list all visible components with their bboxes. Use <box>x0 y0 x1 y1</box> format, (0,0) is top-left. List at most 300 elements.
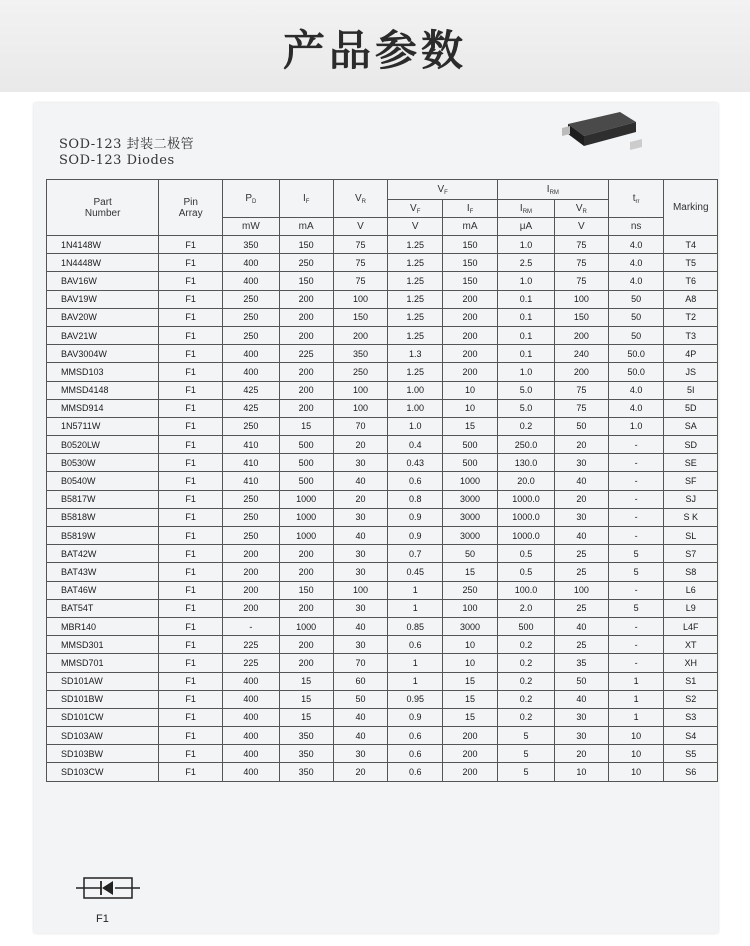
unit-cell: mA <box>443 218 498 236</box>
table-cell: 200 <box>279 599 333 617</box>
table-row <box>47 290 718 308</box>
table-cell: 25 <box>555 545 609 563</box>
part-number-cell: 1N5711W <box>47 417 159 435</box>
table-cell: 200 <box>279 636 333 654</box>
table-cell: 5.0 <box>497 381 554 399</box>
table-cell: - <box>223 617 280 635</box>
table-row <box>47 654 718 672</box>
table-cell: 350 <box>223 236 280 254</box>
table-cell: XH <box>664 654 718 672</box>
table-cell: T2 <box>664 308 718 326</box>
table-cell: 4P <box>664 345 718 363</box>
table-cell: 1 <box>388 654 443 672</box>
table-cell: 70 <box>333 654 388 672</box>
table-cell: F1 <box>159 290 223 308</box>
table-cell: 200 <box>443 763 498 781</box>
table-cell: 200 <box>443 745 498 763</box>
table-cell: 15 <box>279 690 333 708</box>
table-cell: 70 <box>333 417 388 435</box>
table-cell: 400 <box>223 763 280 781</box>
table-cell: 25 <box>555 599 609 617</box>
table-cell: 200 <box>443 363 498 381</box>
table-cell: 5I <box>664 381 718 399</box>
table-cell: 10 <box>608 745 664 763</box>
table-cell: 10 <box>443 654 498 672</box>
table-cell: 425 <box>223 399 280 417</box>
table-row <box>47 436 718 454</box>
table-cell: 4.0 <box>608 254 664 272</box>
table-cell: 1 <box>608 690 664 708</box>
part-number-cell: B0540W <box>47 472 159 490</box>
table-cell: F1 <box>159 563 223 581</box>
table-cell: 350 <box>333 345 388 363</box>
table-cell: 20 <box>555 490 609 508</box>
table-row <box>47 272 718 290</box>
table-cell: F1 <box>159 727 223 745</box>
table-cell: 500 <box>443 454 498 472</box>
part-number-cell: MMSD4148 <box>47 381 159 399</box>
table-cell: 20 <box>555 745 609 763</box>
part-number-cell: B5817W <box>47 490 159 508</box>
unit-cell: mW <box>223 218 280 236</box>
table-cell: 35 <box>555 654 609 672</box>
table-cell: 1.0 <box>497 272 554 290</box>
table-cell: 200 <box>223 599 280 617</box>
table-cell: F1 <box>159 745 223 763</box>
table-cell: 1.3 <box>388 345 443 363</box>
table-cell: 40 <box>333 708 388 726</box>
table-cell: 10 <box>443 636 498 654</box>
table-cell: F1 <box>159 599 223 617</box>
table-cell: 225 <box>279 345 333 363</box>
heading-chinese: SOD-123 封装二极管 <box>59 137 195 152</box>
table-cell: 425 <box>223 381 280 399</box>
table-cell: 75 <box>333 272 388 290</box>
table-cell: 500 <box>443 436 498 454</box>
table-cell: 1 <box>388 672 443 690</box>
table-cell: S1 <box>664 672 718 690</box>
table-cell: 10 <box>555 763 609 781</box>
table-cell: 40 <box>333 527 388 545</box>
table-cell: 4.0 <box>608 236 664 254</box>
table-cell: 15 <box>443 708 498 726</box>
table-cell: 200 <box>443 290 498 308</box>
table-cell: 0.45 <box>388 563 443 581</box>
datasheet-page <box>34 103 718 933</box>
table-cell: 200 <box>223 545 280 563</box>
table-cell: F1 <box>159 672 223 690</box>
table-cell: 20 <box>555 436 609 454</box>
table-row <box>47 345 718 363</box>
table-cell: 5 <box>497 745 554 763</box>
table-cell: 1.25 <box>388 308 443 326</box>
header-vr: $V_R$ <box>333 180 388 218</box>
table-cell: 40 <box>333 617 388 635</box>
table-cell: 0.2 <box>497 417 554 435</box>
table-cell: 250 <box>223 508 280 526</box>
table-cell: F1 <box>159 527 223 545</box>
table-cell: 150 <box>279 581 333 599</box>
heading-english: SOD-123 Diodes <box>59 153 175 168</box>
table-cell: SE <box>664 454 718 472</box>
table-cell: 5 <box>497 763 554 781</box>
unit-cell: mA <box>279 218 333 236</box>
table-row <box>47 545 718 563</box>
table-cell: 100 <box>333 381 388 399</box>
table-cell: SJ <box>664 490 718 508</box>
table-cell: 0.6 <box>388 636 443 654</box>
table-cell: 3000 <box>443 527 498 545</box>
table-cell: 350 <box>279 763 333 781</box>
table-cell: 4.0 <box>608 399 664 417</box>
symbol-label: F1 <box>96 913 109 925</box>
table-cell: 400 <box>223 254 280 272</box>
table-cell: 30 <box>333 563 388 581</box>
table-row <box>47 599 718 617</box>
table-cell: 100 <box>333 399 388 417</box>
table-cell: 40 <box>333 472 388 490</box>
part-number-cell: MMSD701 <box>47 654 159 672</box>
table-cell: 3000 <box>443 617 498 635</box>
table-cell: 75 <box>333 236 388 254</box>
table-cell: 30 <box>333 508 388 526</box>
table-cell: 0.7 <box>388 545 443 563</box>
header-irm-group: $I_{RM}$ <box>497 180 608 200</box>
header-irm-v: $V_R$ <box>555 200 609 218</box>
table-cell: 15 <box>279 672 333 690</box>
table-row <box>47 381 718 399</box>
table-cell: 30 <box>555 454 609 472</box>
table-cell: 0.4 <box>388 436 443 454</box>
table-cell: 500 <box>279 454 333 472</box>
table-cell: 250 <box>223 490 280 508</box>
table-cell: 40 <box>555 472 609 490</box>
table-cell: SL <box>664 527 718 545</box>
table-cell: 400 <box>223 345 280 363</box>
table-cell: 25 <box>555 636 609 654</box>
table-cell: 50 <box>555 417 609 435</box>
table-cell: 0.5 <box>497 545 554 563</box>
part-number-cell: SD103AW <box>47 727 159 745</box>
table-cell: 30 <box>333 636 388 654</box>
table-cell: 15 <box>443 672 498 690</box>
table-cell: 410 <box>223 472 280 490</box>
table-cell: 30 <box>555 508 609 526</box>
table-cell: 2.0 <box>497 599 554 617</box>
table-cell: F1 <box>159 436 223 454</box>
table-cell: - <box>608 581 664 599</box>
table-row <box>47 617 718 635</box>
table-body <box>47 236 718 782</box>
table-cell: 20 <box>333 436 388 454</box>
part-number-cell: SD103CW <box>47 763 159 781</box>
table-cell: 200 <box>279 326 333 344</box>
unit-cell: ns <box>608 218 664 236</box>
table-cell: 75 <box>555 399 609 417</box>
part-number-cell: BAT46W <box>47 581 159 599</box>
table-row <box>47 636 718 654</box>
table-cell: 200 <box>279 290 333 308</box>
table-cell: 1.25 <box>388 236 443 254</box>
table-row <box>47 690 718 708</box>
table-cell: S8 <box>664 563 718 581</box>
table-row <box>47 527 718 545</box>
table-cell: 0.9 <box>388 708 443 726</box>
table-cell: 200 <box>279 399 333 417</box>
part-number-cell: BAT42W <box>47 545 159 563</box>
table-cell: JS <box>664 363 718 381</box>
table-cell: 15 <box>443 690 498 708</box>
part-number-cell: SD101CW <box>47 708 159 726</box>
table-cell: 250 <box>333 363 388 381</box>
header-trr: $t_{rr}$ <box>608 180 664 218</box>
part-number-cell: BAV3004W <box>47 345 159 363</box>
table-cell: 350 <box>279 745 333 763</box>
table-cell: 0.6 <box>388 727 443 745</box>
table-cell: - <box>608 654 664 672</box>
table-cell: 5.0 <box>497 399 554 417</box>
table-cell: 50.0 <box>608 363 664 381</box>
part-number-cell: SD101AW <box>47 672 159 690</box>
table-cell: 0.43 <box>388 454 443 472</box>
table-cell: 50 <box>555 672 609 690</box>
header-irm-i: $I_{RM}$ <box>497 200 554 218</box>
table-cell: 2.5 <box>497 254 554 272</box>
table-cell: 25 <box>555 563 609 581</box>
table-cell: 150 <box>555 308 609 326</box>
table-cell: T5 <box>664 254 718 272</box>
table-cell: 100 <box>333 290 388 308</box>
table-cell: 1.25 <box>388 290 443 308</box>
table-cell: 150 <box>443 254 498 272</box>
table-cell: - <box>608 454 664 472</box>
table-cell: 225 <box>223 636 280 654</box>
table-cell: 250 <box>223 527 280 545</box>
table-cell: 4.0 <box>608 381 664 399</box>
table-cell: F1 <box>159 490 223 508</box>
table-cell: 1000.0 <box>497 527 554 545</box>
table-cell: 75 <box>555 381 609 399</box>
table-row <box>47 363 718 381</box>
table-cell: 1.00 <box>388 399 443 417</box>
table-cell: 0.95 <box>388 690 443 708</box>
table-cell: 250 <box>223 417 280 435</box>
table-cell: 200 <box>279 308 333 326</box>
table-cell: 250.0 <box>497 436 554 454</box>
table-row <box>47 763 718 781</box>
table-cell: F1 <box>159 454 223 472</box>
part-number-cell: 1N4448W <box>47 254 159 272</box>
table-cell: F1 <box>159 708 223 726</box>
part-number-cell: 1N4148W <box>47 236 159 254</box>
table-cell: 0.9 <box>388 508 443 526</box>
header-if: $I_F$ <box>279 180 333 218</box>
table-cell: 200 <box>443 308 498 326</box>
table-cell: 200 <box>443 326 498 344</box>
table-cell: 30 <box>333 454 388 472</box>
table-cell: 1000 <box>279 617 333 635</box>
diode-symbol-icon <box>74 873 142 903</box>
table-cell: S5 <box>664 745 718 763</box>
table-cell: 50 <box>608 308 664 326</box>
table-cell: F1 <box>159 636 223 654</box>
table-cell: 1 <box>388 581 443 599</box>
table-cell: F1 <box>159 508 223 526</box>
table-cell: 0.2 <box>497 654 554 672</box>
table-cell: T3 <box>664 326 718 344</box>
table-cell: 15 <box>443 563 498 581</box>
table-cell: 100 <box>333 581 388 599</box>
table-cell: 200 <box>443 727 498 745</box>
part-number-cell: BAV21W <box>47 326 159 344</box>
table-cell: 75 <box>555 236 609 254</box>
table-cell: F1 <box>159 417 223 435</box>
table-cell: 0.5 <box>497 563 554 581</box>
table-cell: 50 <box>608 326 664 344</box>
table-cell: 240 <box>555 345 609 363</box>
page-banner <box>0 0 750 92</box>
table-cell: 10 <box>608 763 664 781</box>
table-cell: 400 <box>223 363 280 381</box>
table-cell: T4 <box>664 236 718 254</box>
table-row <box>47 254 718 272</box>
table-cell: 10 <box>443 399 498 417</box>
table-cell: 225 <box>223 654 280 672</box>
table-row <box>47 563 718 581</box>
table-cell: 0.1 <box>497 308 554 326</box>
table-cell: S7 <box>664 545 718 563</box>
table-row <box>47 708 718 726</box>
table-cell: 50.0 <box>608 345 664 363</box>
banner-title: 产品参数 <box>282 26 467 75</box>
part-number-cell: B0520LW <box>47 436 159 454</box>
table-cell: 1 <box>608 708 664 726</box>
table-cell: 400 <box>223 708 280 726</box>
table-cell: 10 <box>608 727 664 745</box>
table-cell: 0.2 <box>497 708 554 726</box>
table-cell: 5 <box>608 545 664 563</box>
table-cell: 50 <box>608 290 664 308</box>
table-cell: - <box>608 617 664 635</box>
table-row <box>47 672 718 690</box>
table-cell: 410 <box>223 436 280 454</box>
table-cell: 100 <box>443 599 498 617</box>
table-cell: 0.1 <box>497 326 554 344</box>
table-cell: 1 <box>388 599 443 617</box>
table-cell: 0.6 <box>388 745 443 763</box>
table-row <box>47 326 718 344</box>
table-cell: 1000 <box>279 490 333 508</box>
table-cell: 1.0 <box>388 417 443 435</box>
table-cell: 500 <box>497 617 554 635</box>
table-cell: - <box>608 436 664 454</box>
table-cell: 200 <box>279 563 333 581</box>
table-cell: S K <box>664 508 718 526</box>
table-cell: L9 <box>664 599 718 617</box>
table-cell: F1 <box>159 326 223 344</box>
unit-cell: V <box>388 218 443 236</box>
table-cell: 75 <box>555 254 609 272</box>
table-cell: 200 <box>555 326 609 344</box>
table-cell: 10 <box>443 381 498 399</box>
header-pin-array: Pin Array <box>159 180 223 236</box>
table-cell: 500 <box>279 472 333 490</box>
part-number-cell: B5818W <box>47 508 159 526</box>
table-cell: SF <box>664 472 718 490</box>
table-cell: 100 <box>555 290 609 308</box>
table-cell: 5 <box>608 599 664 617</box>
part-number-cell: SD103BW <box>47 745 159 763</box>
header-vf-i: $I_F$ <box>443 200 498 218</box>
table-cell: 5 <box>608 563 664 581</box>
table-cell: 500 <box>279 436 333 454</box>
table-cell: - <box>608 508 664 526</box>
table-cell: 1000.0 <box>497 508 554 526</box>
table-cell: S3 <box>664 708 718 726</box>
table-row <box>47 581 718 599</box>
table-cell: 15 <box>443 417 498 435</box>
table-cell: 50 <box>333 690 388 708</box>
table-cell: 30 <box>333 545 388 563</box>
sod123-package-image <box>562 108 642 158</box>
table-cell: 150 <box>443 272 498 290</box>
part-number-cell: BAV20W <box>47 308 159 326</box>
table-row <box>47 308 718 326</box>
table-cell: 15 <box>279 417 333 435</box>
table-row <box>47 472 718 490</box>
table-cell: 5D <box>664 399 718 417</box>
table-row <box>47 727 718 745</box>
table-cell: 30 <box>555 708 609 726</box>
table-cell: F1 <box>159 581 223 599</box>
table-cell: F1 <box>159 236 223 254</box>
table-cell: 20 <box>333 763 388 781</box>
table-row <box>47 417 718 435</box>
table-cell: F1 <box>159 345 223 363</box>
table-cell: 1.25 <box>388 272 443 290</box>
part-number-cell: BAT43W <box>47 563 159 581</box>
table-cell: 150 <box>279 236 333 254</box>
table-cell: L6 <box>664 581 718 599</box>
table-cell: 3000 <box>443 490 498 508</box>
table-cell: 250 <box>279 254 333 272</box>
table-cell: F1 <box>159 399 223 417</box>
table-cell: F1 <box>159 308 223 326</box>
table-cell: 30 <box>333 745 388 763</box>
table-cell: 400 <box>223 672 280 690</box>
part-number-cell: B5819W <box>47 527 159 545</box>
table-cell: 5 <box>497 727 554 745</box>
table-cell: 60 <box>333 672 388 690</box>
table-cell: SD <box>664 436 718 454</box>
part-number-cell: MMSD301 <box>47 636 159 654</box>
header-part-number: Part Number <box>47 180 159 236</box>
table-cell: XT <box>664 636 718 654</box>
table-row <box>47 454 718 472</box>
table-cell: 400 <box>223 727 280 745</box>
table-cell: F1 <box>159 763 223 781</box>
part-number-cell: MBR140 <box>47 617 159 635</box>
table-cell: 40 <box>555 617 609 635</box>
table-cell: SA <box>664 417 718 435</box>
table-cell: F1 <box>159 654 223 672</box>
table-cell: 400 <box>223 745 280 763</box>
table-cell: 40 <box>555 527 609 545</box>
table-cell: - <box>608 472 664 490</box>
table-cell: 3000 <box>443 508 498 526</box>
table-cell: 20.0 <box>497 472 554 490</box>
part-number-cell: B0530W <box>47 454 159 472</box>
